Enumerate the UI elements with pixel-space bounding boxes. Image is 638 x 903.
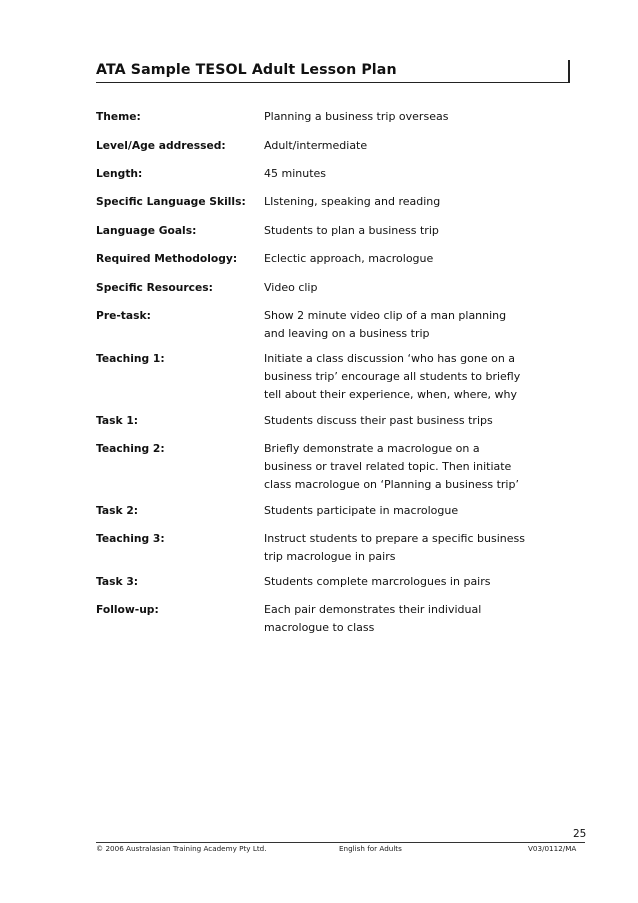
row-value [264,530,564,566]
row-value [264,137,564,155]
row-value-line: Briefly demonstrate a macrologue on a [264,442,480,455]
row-value [264,222,564,240]
row-label: Task 2: [96,504,139,517]
row-value [264,250,564,268]
row-value-line: tell about their experience, when, where, why [264,388,517,401]
row-value-line: and leaving on a business trip [264,327,430,340]
row-value-line: Students participate in macrologue [264,504,459,517]
row-label: Teaching 1: [96,352,165,365]
row-value-line: LIstening, speaking and reading [264,195,441,208]
row-value-line: Adult/intermediate [264,139,368,152]
row-label: Pre-task: [96,309,151,322]
footer-course: English for Adults [339,844,402,853]
row-label: Theme: [96,110,141,123]
footer-code: V03/0112/MA [528,844,577,853]
row-value-line: Students discuss their past business trips [264,414,493,427]
row-value-line: 45 minutes [264,167,327,180]
title-box [96,60,570,83]
row-value-line: Eclectic approach, macrologue [264,252,434,265]
row-value [264,193,564,211]
row-label: Task 3: [96,575,139,588]
row-value [264,307,564,343]
row-value [264,502,564,520]
row-value-line: Students to plan a business trip [264,224,439,237]
row-value-line: Initiate a class discussion ‘who has gone on a [264,352,516,365]
row-label: Length: [96,167,143,180]
row-label: Follow-up: [96,603,159,616]
page-number: 25 [573,828,587,840]
row-value [264,279,564,297]
row-value [264,108,564,126]
row-value [264,573,564,591]
row-value [264,440,564,494]
row-label: Language Goals: [96,224,197,237]
row-value-line: Students complete marcrologues in pairs [264,575,491,588]
row-value-line: class macrologue on ‘Planning a business trip’ [264,478,519,491]
row-label: Specific Resources: [96,281,213,294]
row-value [264,412,564,430]
document-title: ATA Sample TESOL Adult Lesson Plan [96,62,397,78]
row-value-line: Instruct students to prepare a specific business [264,532,525,545]
row-label: Specific Language Skills: [96,195,246,208]
row-label: Teaching 2: [96,442,165,455]
row-value-line: trip macrologue in pairs [264,550,396,563]
row-value [264,601,564,637]
row-value-line: Each pair demonstrates their individual [264,603,482,616]
row-value [264,165,564,183]
row-value-line: Planning a business trip overseas [264,110,449,123]
row-value-line: business trip’ encourage all students to briefly [264,370,521,383]
row-value-line: Video clip [264,281,318,294]
row-value-line: Show 2 minute video clip of a man planning [264,309,507,322]
row-label: Level/Age addressed: [96,139,226,152]
row-label: Required Methodology: [96,252,238,265]
row-label: Task 1: [96,414,139,427]
row-value [264,350,564,404]
row-value-line: business or travel related topic. Then initiate [264,460,512,473]
row-label: Teaching 3: [96,532,165,545]
footer-copyright: © 2006 Australasian Training Academy Pty Ltd. [96,844,267,853]
footer-divider [96,842,585,843]
row-value-line: macrologue to class [264,621,375,634]
